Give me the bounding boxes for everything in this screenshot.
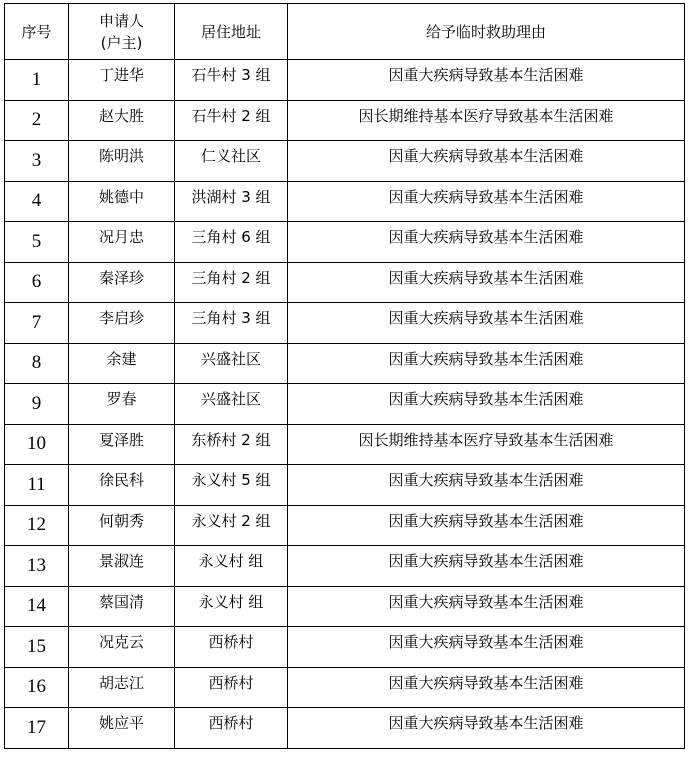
cell-applicant-name: 赵大胜 [69,100,175,141]
cell-reason: 因重大疾病导致基本生活困难 [288,586,685,627]
table-row [5,343,685,384]
cell-applicant-name: 景淑连 [69,546,175,587]
cell-address: 三角村 3 组 [175,303,288,344]
header-applicant-line1: 申请人 [98,11,144,30]
cell-index: 7 [5,303,69,344]
cell-applicant-name: 蔡国清 [69,586,175,627]
cell-applicant-name: 何朝秀 [69,505,175,546]
cell-reason: 因长期维持基本医疗导致基本生活困难 [288,100,685,141]
cell-address: 西桥村 [175,708,288,749]
table-row [5,100,685,141]
cell-index: 10 [5,424,69,465]
relief-list-document [4,3,685,749]
cell-index: 5 [5,222,69,263]
cell-reason: 因重大疾病导致基本生活困难 [288,181,685,222]
cell-address: 永义村 2 组 [175,505,288,546]
cell-address: 西桥村 [175,627,288,668]
cell-index: 8 [5,343,69,384]
cell-applicant-name: 况克云 [69,627,175,668]
cell-applicant-name: 罗春 [69,384,175,425]
table-body [5,60,685,749]
cell-address: 石牛村 3 组 [175,60,288,101]
cell-address: 永义村 5 组 [175,465,288,506]
header-applicant [69,4,175,60]
cell-address: 兴盛社区 [175,384,288,425]
cell-address: 东桥村 2 组 [175,424,288,465]
cell-index: 6 [5,262,69,303]
table-row [5,627,685,668]
cell-reason: 因长期维持基本医疗导致基本生活困难 [288,424,685,465]
cell-applicant-name: 李启珍 [69,303,175,344]
cell-address: 石牛村 2 组 [175,100,288,141]
cell-reason: 因重大疾病导致基本生活困难 [288,465,685,506]
header-reason: 给予临时救助理由 [288,4,685,60]
header-address: 居住地址 [175,4,288,60]
cell-reason: 因重大疾病导致基本生活困难 [288,627,685,668]
cell-index: 1 [5,60,69,101]
cell-index: 13 [5,546,69,587]
cell-applicant-name: 余建 [69,343,175,384]
cell-reason: 因重大疾病导致基本生活困难 [288,384,685,425]
cell-address: 仁义社区 [175,141,288,182]
table-row [5,465,685,506]
cell-reason: 因重大疾病导致基本生活困难 [288,262,685,303]
table-row [5,181,685,222]
cell-applicant-name: 胡志江 [69,667,175,708]
cell-index: 16 [5,667,69,708]
table-row [5,586,685,627]
cell-applicant-name: 丁进华 [69,60,175,101]
cell-index: 15 [5,627,69,668]
table-row [5,222,685,263]
cell-applicant-name: 秦泽珍 [69,262,175,303]
cell-reason: 因重大疾病导致基本生活困难 [288,343,685,384]
cell-applicant-name: 姚德中 [69,181,175,222]
cell-address: 三角村 6 组 [175,222,288,263]
cell-reason: 因重大疾病导致基本生活困难 [288,708,685,749]
cell-index: 17 [5,708,69,749]
cell-applicant-name: 夏泽胜 [69,424,175,465]
cell-applicant-name: 况月忠 [69,222,175,263]
cell-reason: 因重大疾病导致基本生活困难 [288,60,685,101]
cell-index: 4 [5,181,69,222]
cell-index: 14 [5,586,69,627]
cell-address: 三角村 2 组 [175,262,288,303]
header-index: 序号 [5,4,69,60]
relief-table [4,3,685,749]
cell-index: 11 [5,465,69,506]
table-row [5,384,685,425]
cell-address: 西桥村 [175,667,288,708]
table-row [5,262,685,303]
cell-applicant-name: 姚应平 [69,708,175,749]
cell-reason: 因重大疾病导致基本生活困难 [288,505,685,546]
table-row [5,424,685,465]
table-row [5,60,685,101]
table-row [5,505,685,546]
cell-address: 洪湖村 3 组 [175,181,288,222]
cell-applicant-name: 徐民科 [69,465,175,506]
cell-applicant-name: 陈明洪 [69,141,175,182]
table-row [5,708,685,749]
cell-index: 2 [5,100,69,141]
cell-reason: 因重大疾病导致基本生活困难 [288,222,685,263]
cell-reason: 因重大疾病导致基本生活困难 [288,303,685,344]
header-row [5,4,685,60]
cell-address: 兴盛社区 [175,343,288,384]
table-row [5,667,685,708]
cell-index: 9 [5,384,69,425]
cell-index: 12 [5,505,69,546]
table-row [5,141,685,182]
cell-address: 永义村 组 [175,586,288,627]
cell-reason: 因重大疾病导致基本生活困难 [288,667,685,708]
cell-index: 3 [5,141,69,182]
table-row [5,303,685,344]
table-row [5,546,685,587]
header-applicant-line2: (户主) [100,33,143,52]
cell-reason: 因重大疾病导致基本生活困难 [288,141,685,182]
cell-reason: 因重大疾病导致基本生活困难 [288,546,685,587]
cell-address: 永义村 组 [175,546,288,587]
